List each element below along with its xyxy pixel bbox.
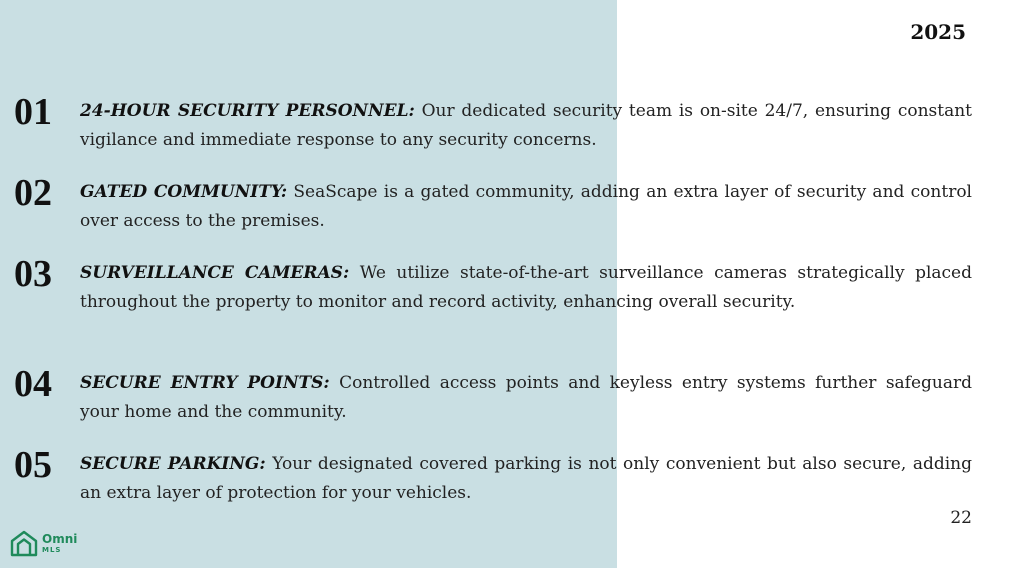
item-description [80, 369, 972, 427]
house-icon [10, 529, 38, 557]
item-number: 04 [14, 363, 52, 405]
item-description [80, 178, 972, 236]
item-number: 03 [14, 253, 52, 295]
item-label: SECURE PARKING: [80, 454, 266, 474]
year-label: 2025 [910, 20, 966, 44]
item-description [80, 450, 972, 508]
item-label: 24-HOUR SECURITY PERSONNEL: [80, 101, 415, 121]
logo-text-omni: Omni [42, 531, 78, 546]
logo-text-mls: MLS [42, 545, 62, 554]
item-number: 05 [14, 444, 52, 486]
item-body: Your designated covered parking is not only convenient but also secure, adding an extra layer of protection for your vehicles. [80, 454, 972, 503]
page-number: 22 [950, 508, 972, 528]
item-label: GATED COMMUNITY: [80, 182, 288, 202]
item-body: Our dedicated security team is on-site 24/7, ensuring constant vigilance and immediate response to any security concerns. [80, 101, 972, 150]
item-label: SECURE ENTRY POINTS: [80, 373, 330, 393]
omni-mls-logo [10, 527, 77, 559]
item-number: 01 [14, 91, 52, 133]
item-label: SURVEILLANCE CAMERAS: [80, 263, 350, 283]
item-number: 02 [14, 172, 52, 214]
item-body: SeaScape is a gated community, adding an extra layer of security and control over access to the premises. [80, 182, 972, 231]
item-body: Controlled access points and keyless entry systems further safeguard your home and the community. [80, 373, 973, 422]
item-description [80, 259, 972, 317]
item-description [80, 97, 972, 155]
item-body: We utilize state-of-the-art surveillance cameras strategically placed throughout the property to monitor and record activity, enhancing overall security. [80, 263, 972, 312]
